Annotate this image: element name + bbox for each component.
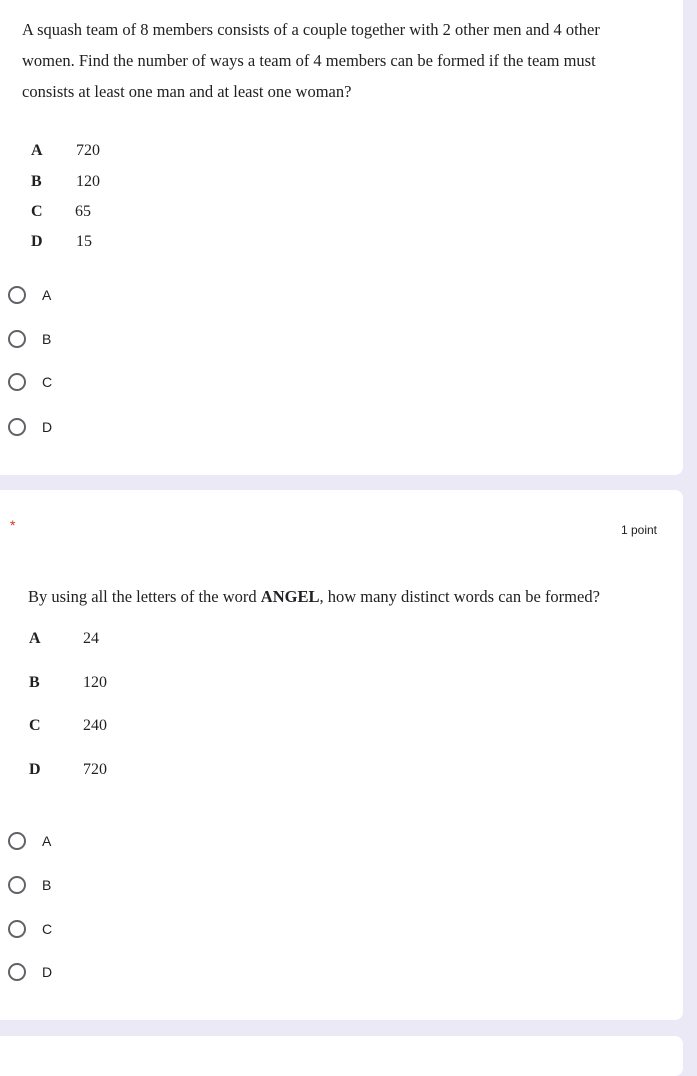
radio-button-icon[interactable] [8, 373, 26, 391]
option-value: 720 [83, 761, 107, 778]
radio-button-icon[interactable] [8, 832, 26, 850]
radio-button-icon[interactable] [8, 920, 26, 938]
option-value: 240 [83, 717, 107, 734]
option-letter: D [31, 233, 43, 250]
radio-button-icon[interactable] [8, 876, 26, 894]
required-indicator: * [10, 517, 16, 533]
question-1-radio-c[interactable] [8, 373, 208, 397]
option-letter: D [29, 761, 41, 778]
question-1-text: A squash team of 8 members consists of a couple together with 2 other men and 4 other women. Find the number of ways a team of 4 members can be formed if the team must consists at least one man and at least one woman? [22, 20, 600, 101]
radio-button-icon[interactable] [8, 418, 26, 436]
question-2-radio-b[interactable] [8, 876, 208, 900]
question-card-3 [0, 1036, 683, 1076]
question-2-text [28, 585, 600, 609]
option-value: 24 [83, 630, 99, 647]
question-1-radio-a[interactable] [8, 286, 208, 310]
radio-label: C [42, 374, 53, 390]
option-letter: B [31, 173, 42, 190]
option-letter: C [31, 203, 43, 220]
option-letter: A [31, 142, 43, 159]
option-value: 65 [75, 203, 91, 220]
option-letter: C [29, 717, 41, 734]
radio-button-icon[interactable] [8, 963, 26, 981]
option-value: 120 [76, 173, 100, 190]
radio-label: A [42, 287, 52, 303]
question-2-text-bold: ANGEL [260, 587, 320, 606]
question-2-text-prefix: By using all the letters of the word [28, 587, 261, 606]
points-label: 1 point [620, 523, 657, 537]
option-value: 720 [76, 142, 100, 159]
option-value: 15 [76, 233, 92, 250]
radio-label: A [42, 833, 52, 849]
question-2-radio-c[interactable] [8, 920, 208, 944]
option-letter: B [29, 674, 40, 691]
question-2-text-suffix: , how many distinct words can be formed? [319, 587, 600, 606]
option-value: 120 [83, 674, 107, 691]
radio-button-icon[interactable] [8, 330, 26, 348]
question-2-radio-d[interactable] [8, 963, 208, 987]
question-1-radio-b[interactable] [8, 330, 208, 354]
radio-button-icon[interactable] [8, 286, 26, 304]
question-1-radio-d[interactable] [8, 418, 208, 442]
question-2-radio-a[interactable] [8, 832, 208, 856]
radio-label: B [42, 331, 52, 347]
radio-label: D [42, 419, 53, 435]
radio-label: D [42, 964, 53, 980]
radio-label: B [42, 877, 52, 893]
radio-label: C [42, 921, 53, 937]
option-letter: A [29, 630, 41, 647]
